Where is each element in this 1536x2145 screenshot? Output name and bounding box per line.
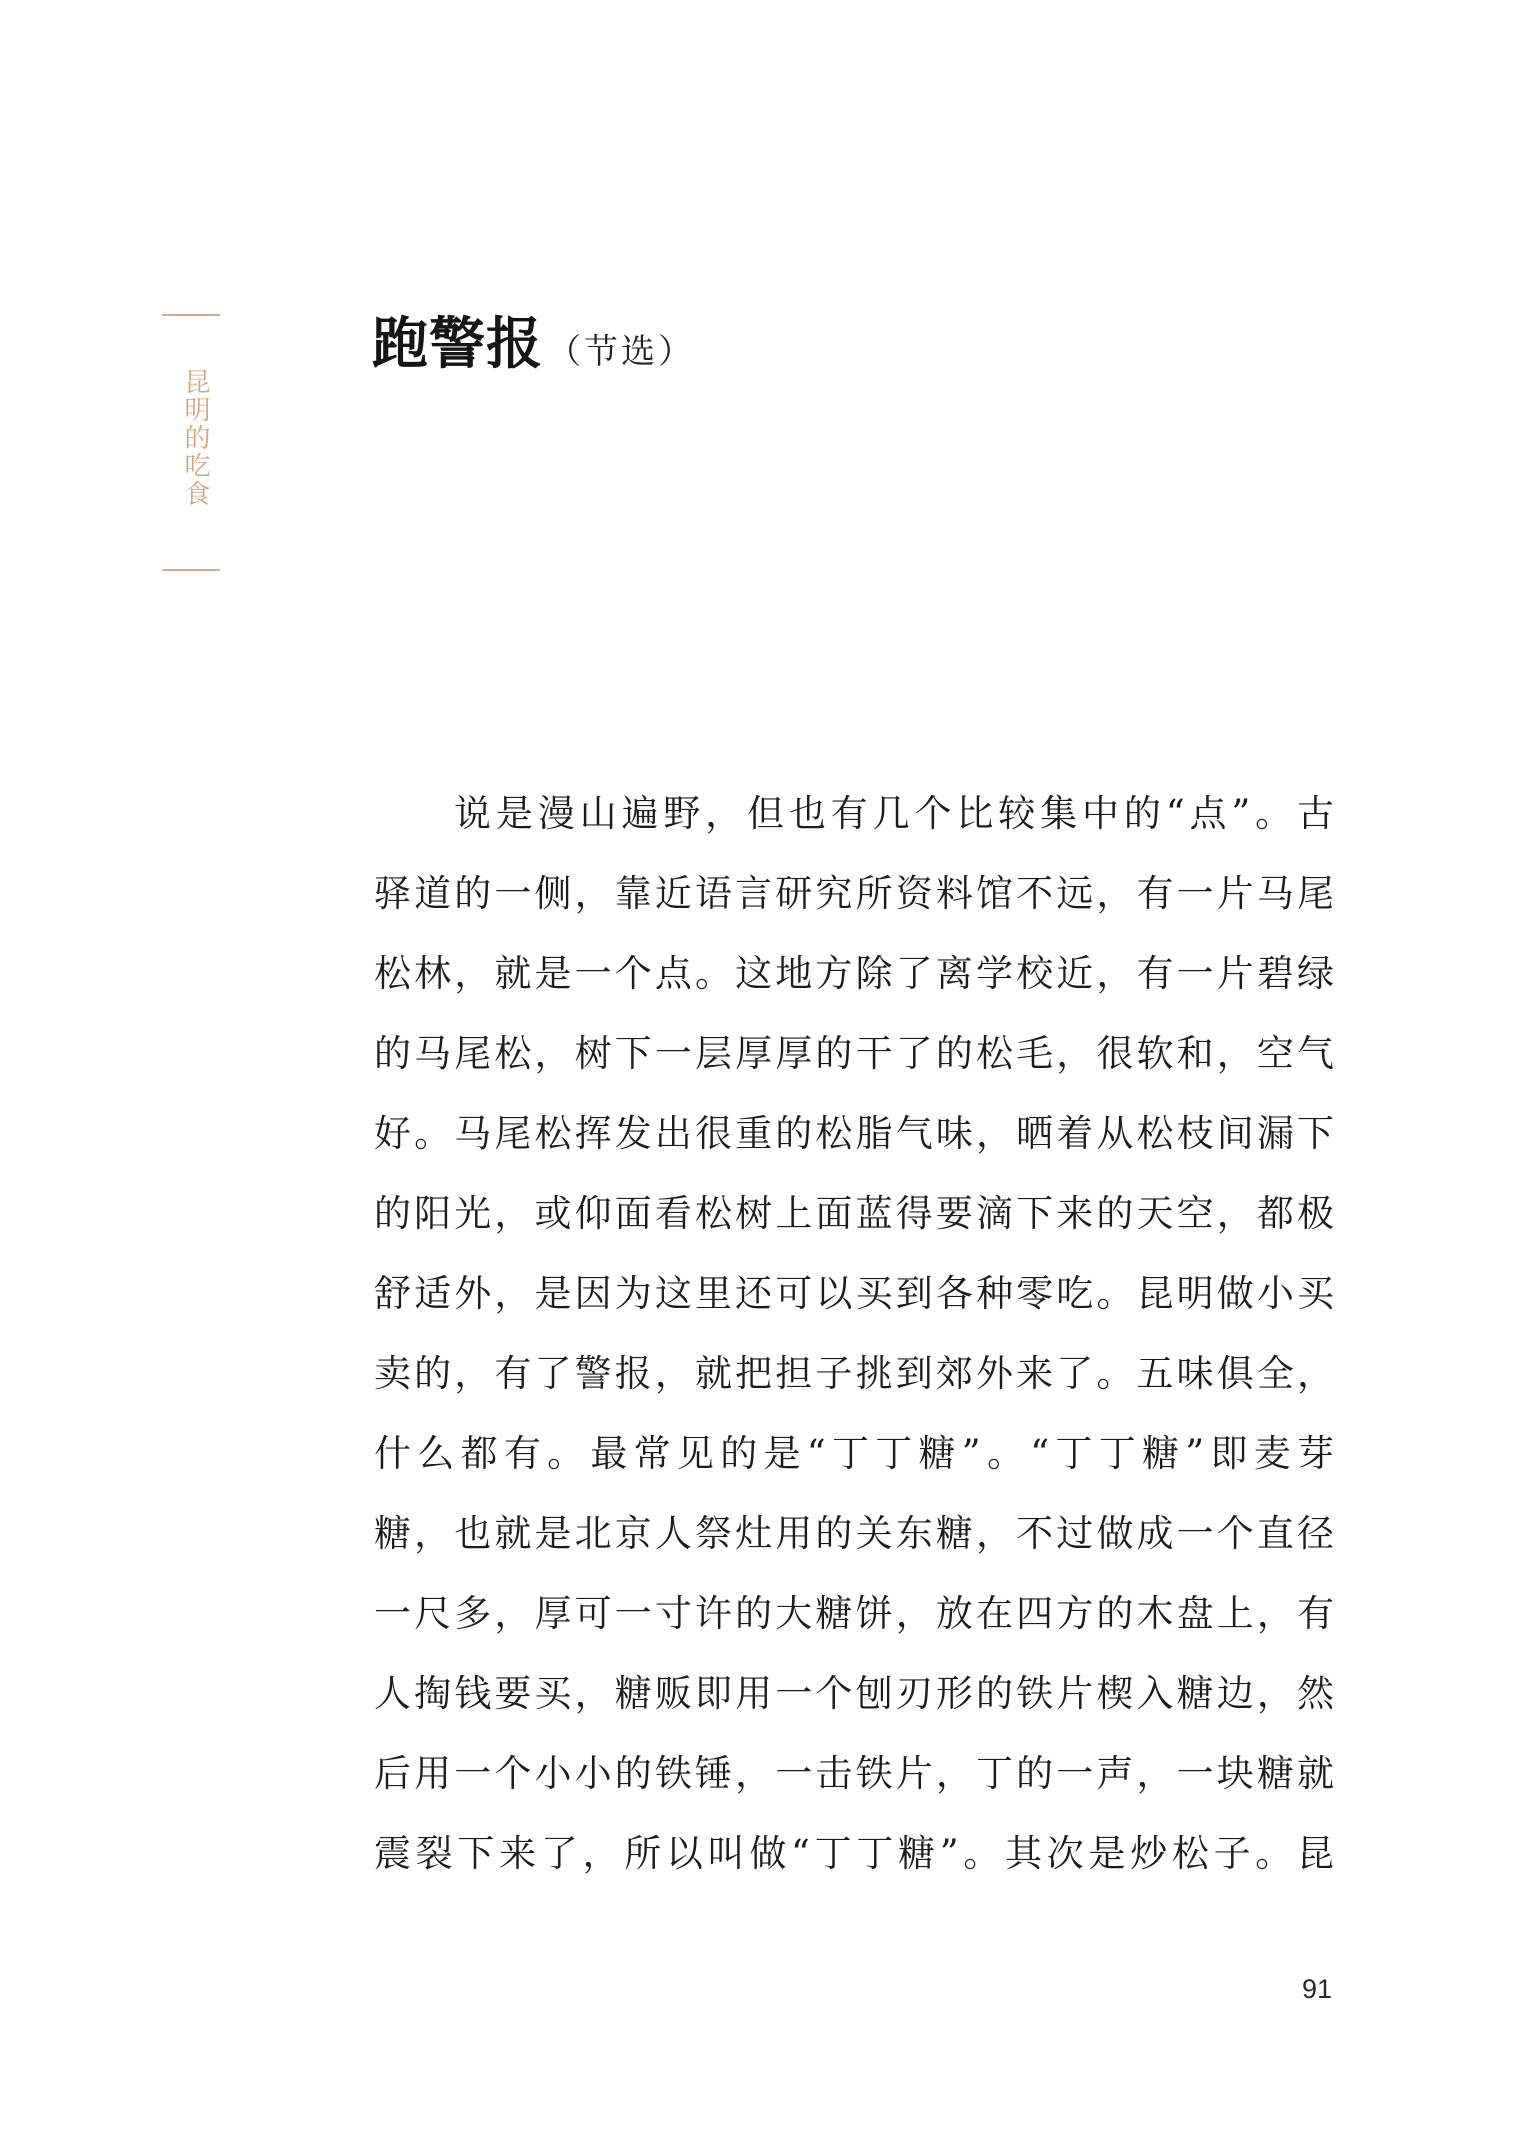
running-head-top-rule (162, 314, 220, 316)
chapter-title (372, 308, 695, 394)
body-line: 卖的，有了警报，就把担子挑到郊外来了。五味俱全， (374, 1352, 1334, 1395)
body-line: 一尺多，厚可一寸许的大糖饼，放在四方的木盘上，有 (374, 1592, 1334, 1635)
body-line: 松林，就是一个点。这地方除了离学校近，有一片碧绿 (374, 952, 1334, 995)
body-line: 的阳光，或仰面看松树上面蓝得要滴下来的天空，都极 (374, 1192, 1334, 1235)
page-number: 91 (1301, 1974, 1332, 2004)
body-line: 后用一个小小的铁锤，一击铁片，丁的一声，一块糖就 (374, 1752, 1334, 1795)
body-line: 什么都有。最常见的是“丁丁糖”。“丁丁糖”即麦芽 (374, 1432, 1334, 1475)
body-text (374, 774, 1334, 1894)
body-line: 说是漫山遍野，但也有几个比较集中的“点”。古 (454, 792, 1334, 835)
running-head: 昆明的吃食 (180, 368, 210, 508)
body-line: 舒适外，是因为这里还可以买到各种零吃。昆明做小买 (374, 1272, 1334, 1315)
chapter-title-main: 跑警报 (372, 311, 543, 377)
chapter-title-subtitle: （节选） (547, 332, 695, 372)
body-line: 震裂下来了，所以叫做“丁丁糖”。其次是炒松子。昆 (374, 1832, 1334, 1875)
running-head-bottom-rule (162, 569, 220, 571)
body-line: 驿道的一侧，靠近语言研究所资料馆不远，有一片马尾 (374, 872, 1334, 915)
body-line: 好。马尾松挥发出很重的松脂气味，晒着从松枝间漏下 (374, 1112, 1334, 1155)
body-line: 人掏钱要买，糖贩即用一个刨刃形的铁片楔入糖边，然 (374, 1672, 1334, 1715)
body-line: 的马尾松，树下一层厚厚的干了的松毛，很软和，空气 (374, 1032, 1334, 1075)
body-line: 糖，也就是北京人祭灶用的关东糖，不过做成一个直径 (374, 1512, 1334, 1555)
